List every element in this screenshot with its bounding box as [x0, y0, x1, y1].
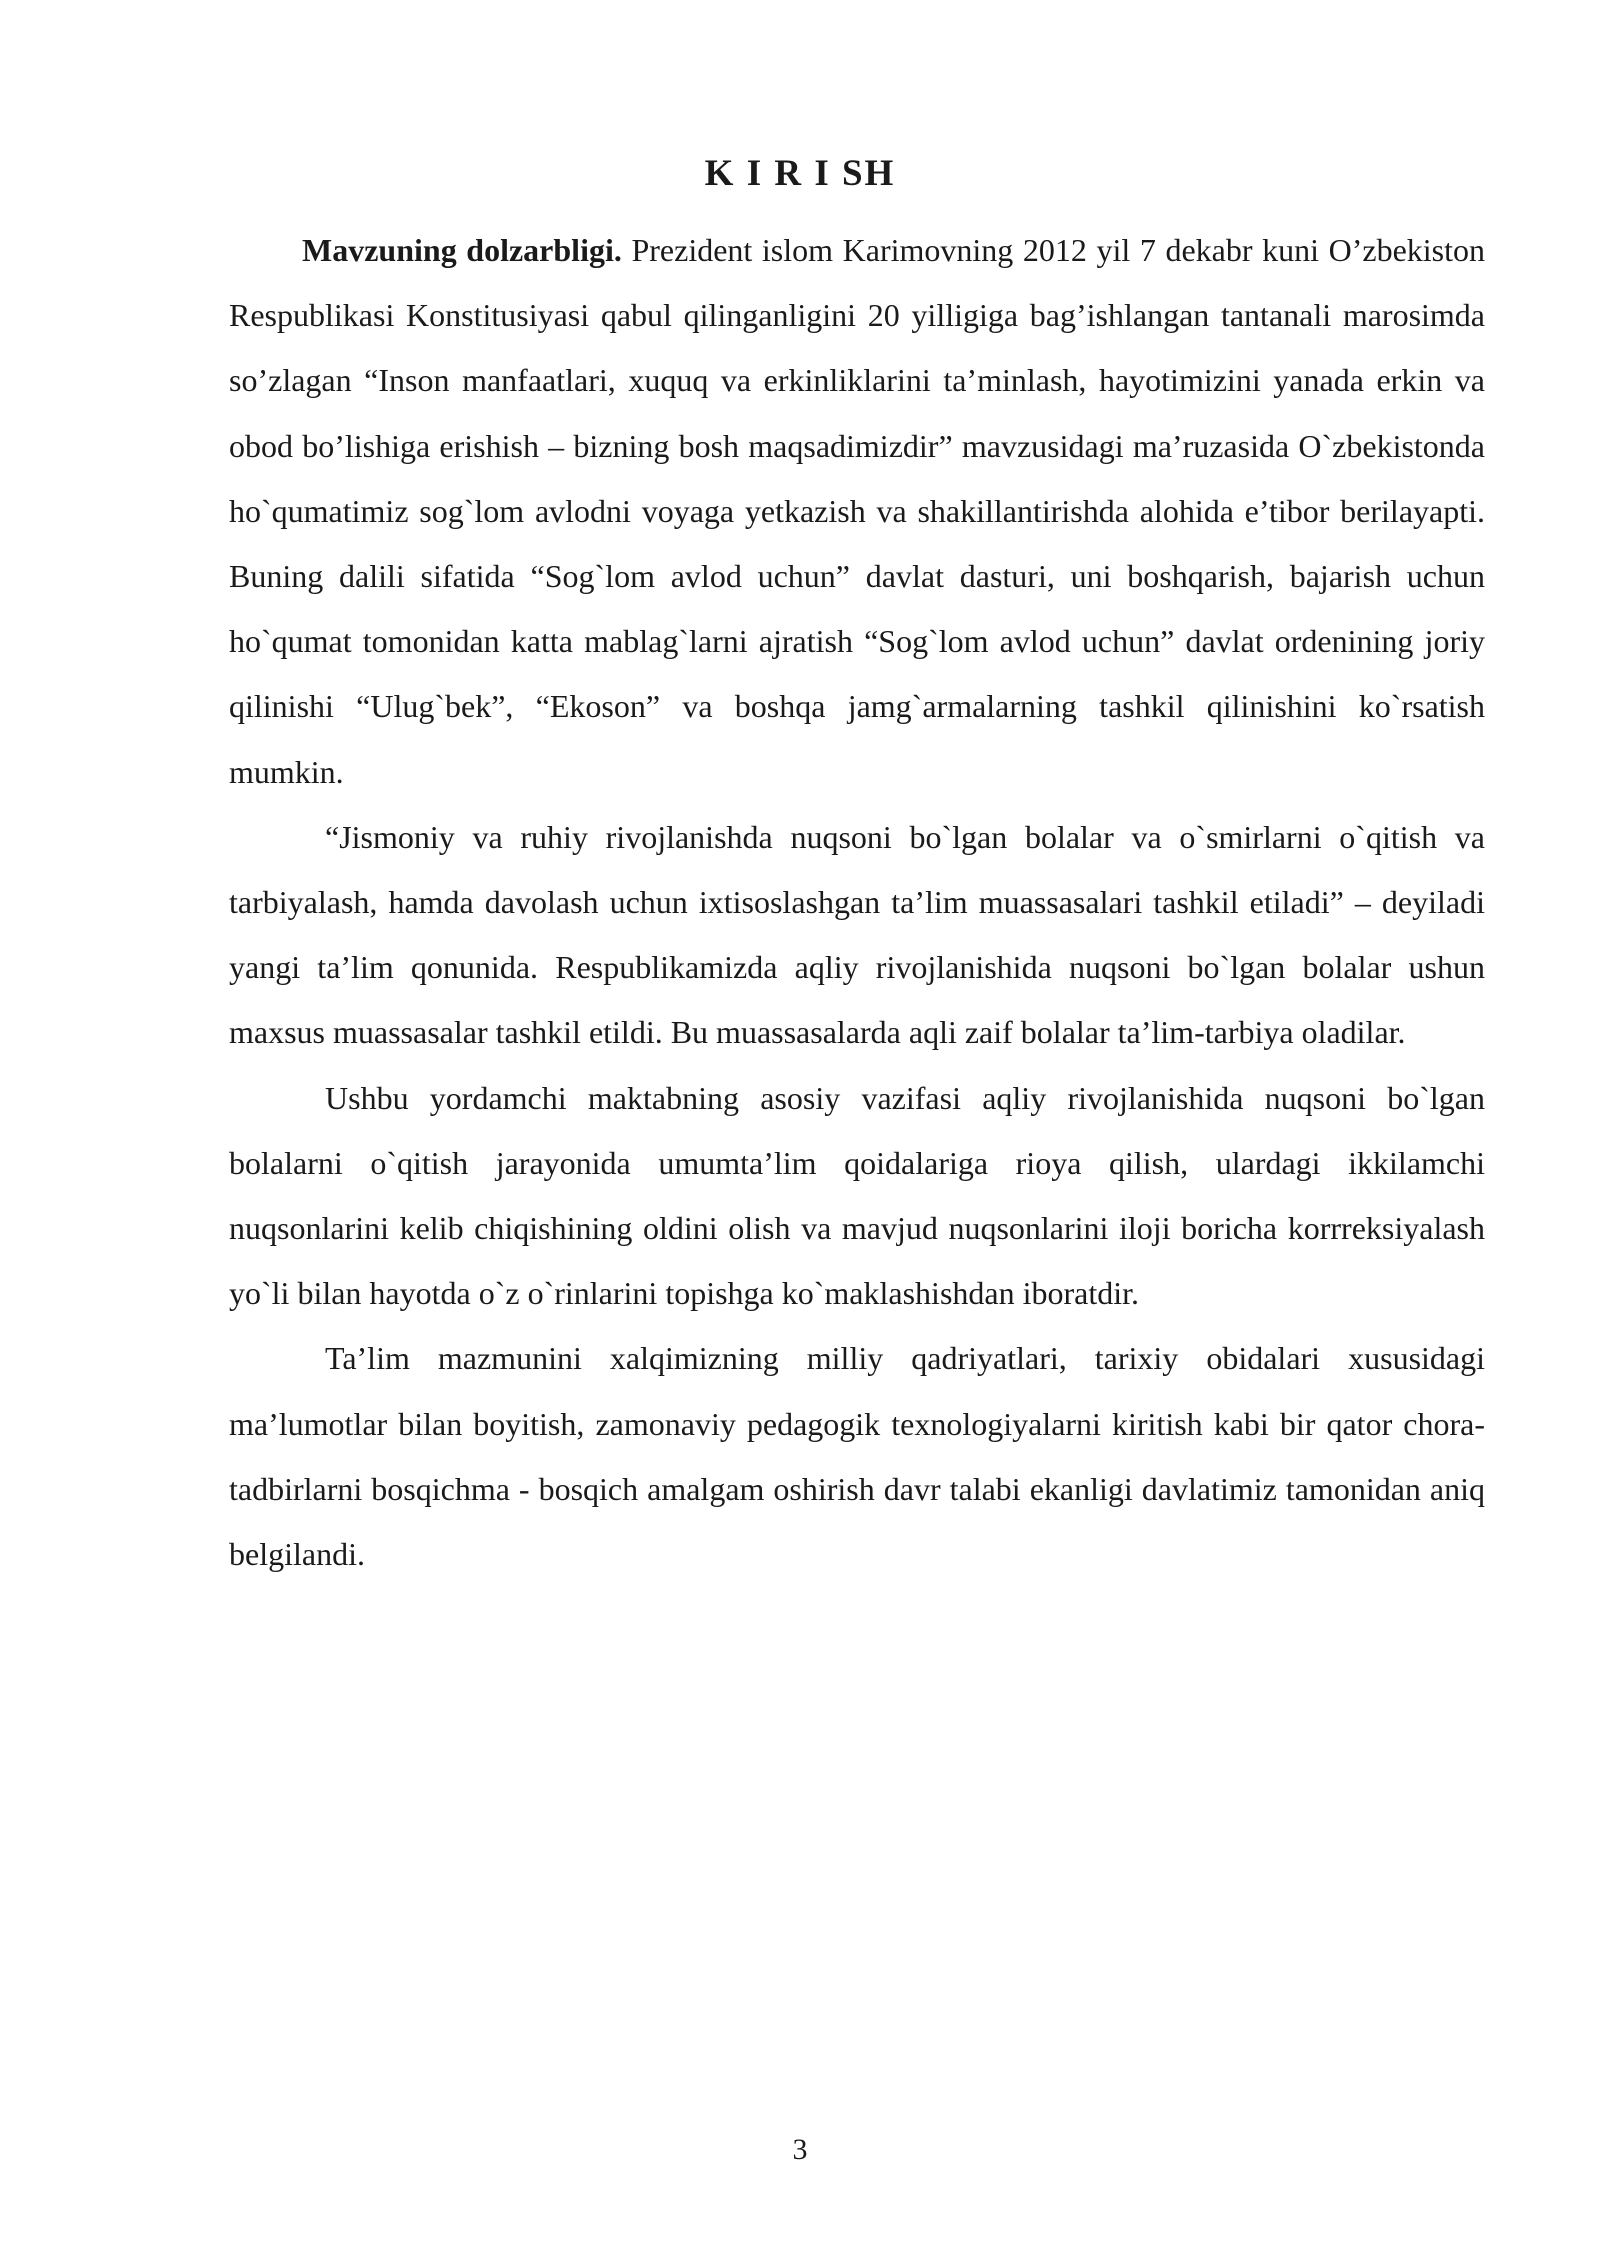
paragraph-lead-heading: Mavzuning dolzarbligi. [302, 232, 622, 268]
page-number: 3 [792, 2133, 808, 2166]
page-title: K I R I SH [704, 153, 896, 194]
paragraph-text: Prezident islom Karimovning 2012 yil 7 dekabr kuni O’zbekiston Respublikasi Konstitusiyasi qabul qilinganligini 20 yilligiga bag’ishlangan tantanali marosimda so’zlagan “Inson manfaatlari, xuquq va erkinliklarini ta’minlash, hayotimizini yanada erkin va obod bo’lishiga erishish – bizning bosh maqsadimizdir” mavzusidagi ma’ruzasida O`zbekistonda ho`qumatimiz sog`lom avlodni voyaga yetkazish va shakillantirishda alohida e’tibor berilayapti. Buning dalili sifatida “Sog`lom avlod uchun” davlat dasturi, uni boshqarish, bajarish uchun ho`qumat tomonidan katta mablag`larni ajratish “Sog`lom avlod uchun” davlat ordenining joriy qilinishi “Ulug`bek”, “Ekoson” va boshqa jamg`armalarning tashkil qilinishini ko`rsatish mumkin. [229, 232, 1486, 790]
paragraph-relevance [229, 218, 1485, 805]
paragraph-education-content: Ta’lim mazmunini xalqimizning milliy qadriyatlari, tarixiy obidalari xususidagi ma’lumotlar bilan boyitish, zamonaviy pedagogik texnologiyalarni kiritish kabi bir qator chora-tadbirlarni bosqichma - bosqich amalgam oshirish davr talabi ekanligi davlatimiz tamonidan aniq belgilandi. [229, 1340, 1485, 1573]
document-body [229, 218, 1485, 1587]
paragraph-education-law: “Jismoniy va ruhiy rivojlanishda nuqsoni bo`lgan bolalar va o`smirlarni o`qitish va tarbiyalash, hamda davolash uchun ixtisoslashgan ta’lim muassasalari tashkil etiladi” – deyiladi yangi ta’lim qonunida. Respublikamizda aqliy rivojlanishida nuqsoni bo`lgan bolalar ushun maxsus muassasalar tashkil etildi. Bu muassasalarda aqli zaif bolalar ta’lim-tarbiya oladilar. [229, 818, 1485, 1051]
paragraph-school-task: Ushbu yordamchi maktabning asosiy vazifasi aqliy rivojlanishida nuqsoni bo`lgan bolalarni o`qitish jarayonida umumta’lim qoidalariga rioya qilish, ulardagi ikkilamchi nuqsonlarini kelib chiqishining oldini olish va mavjud nuqsonlarini iloji boricha korrreksiyalash yo`li bilan hayotda o`z o`rinlarini topishga ko`maklashishdan iboratdir. [229, 1079, 1485, 1312]
